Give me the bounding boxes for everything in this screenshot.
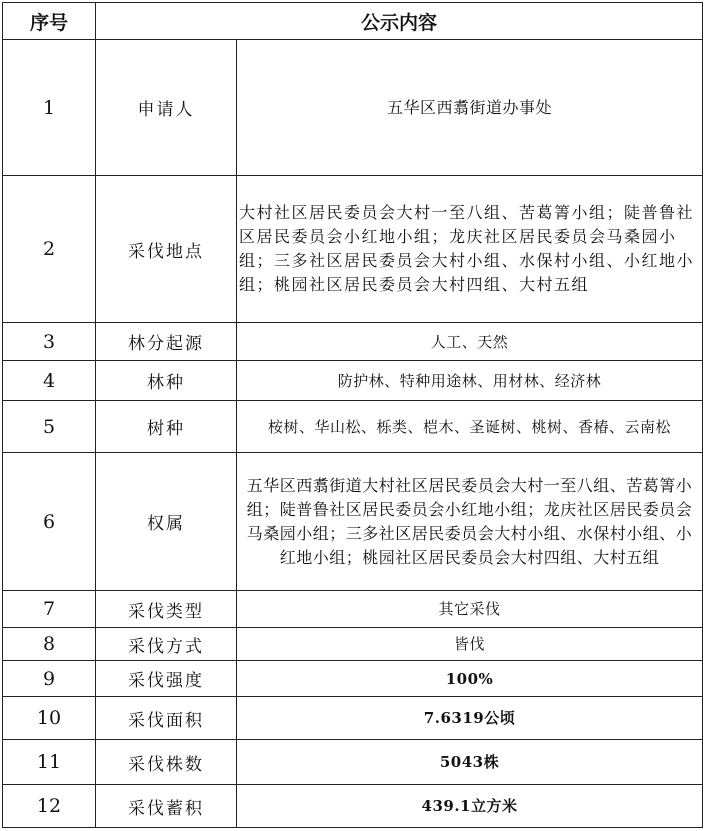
table-row (3, 453, 703, 591)
row-number: 7 (3, 591, 96, 628)
row-number: 11 (3, 740, 96, 785)
row-value: 7.6319公顷 (237, 697, 703, 740)
table-row (3, 661, 703, 697)
header-content: 公示内容 (96, 3, 703, 40)
row-label: 采伐株数 (96, 740, 237, 785)
row-label: 采伐地点 (96, 176, 237, 323)
table-row (3, 785, 703, 828)
row-number: 6 (3, 453, 96, 591)
row-number: 10 (3, 697, 96, 740)
row-value: 防护林、特种用途林、用材林、经济林 (237, 361, 703, 401)
row-number: 8 (3, 628, 96, 661)
row-label: 采伐蓄积 (96, 785, 237, 828)
table-row (3, 740, 703, 785)
row-label: 林分起源 (96, 323, 237, 361)
row-label: 采伐方式 (96, 628, 237, 661)
row-label: 申请人 (96, 40, 237, 176)
announcement-table (2, 2, 703, 828)
row-value: 大村社区居民委员会大村一至八组、苦葛箐小组；陡普鲁社区居民委员会小红地小组；龙庆社区居民委员会马桑园小组；三多社区居民委员会大村小组、水保村小组、小红地小组；桃园社区居民委员会大村四组、大村五组 (237, 176, 703, 323)
row-label: 采伐类型 (96, 591, 237, 628)
table-row (3, 323, 703, 361)
table-row (3, 591, 703, 628)
table-row (3, 401, 703, 453)
row-number: 9 (3, 661, 96, 697)
header-number: 序号 (3, 3, 96, 40)
row-value: 100% (237, 661, 703, 697)
row-value: 人工、天然 (237, 323, 703, 361)
table-header-row (3, 3, 703, 40)
row-label: 采伐面积 (96, 697, 237, 740)
table-row (3, 628, 703, 661)
row-value: 5043株 (237, 740, 703, 785)
table-row (3, 176, 703, 323)
row-label: 采伐强度 (96, 661, 237, 697)
row-label: 林种 (96, 361, 237, 401)
row-number: 12 (3, 785, 96, 828)
table-row (3, 40, 703, 176)
table-row (3, 697, 703, 740)
row-value: 皆伐 (237, 628, 703, 661)
row-number: 5 (3, 401, 96, 453)
row-value: 五华区西翥街道大村社区居民委员会大村一至八组、苦葛箐小组；陡普鲁社区居民委员会小红地小组；龙庆社区居民委员会马桑园小组；三多社区居民委员会大村小组、水保村小组、小红地小组；桃园社区居民委员会大村四组、大村五组 (237, 453, 703, 591)
row-value: 439.1立方米 (237, 785, 703, 828)
row-label: 树种 (96, 401, 237, 453)
row-number: 2 (3, 176, 96, 323)
row-number: 1 (3, 40, 96, 176)
row-value: 其它采伐 (237, 591, 703, 628)
row-value: 桉树、华山松、栎类、桤木、圣诞树、桃树、香椿、云南松 (237, 401, 703, 453)
row-label: 权属 (96, 453, 237, 591)
table-row (3, 361, 703, 401)
row-number: 4 (3, 361, 96, 401)
row-number: 3 (3, 323, 96, 361)
row-value: 五华区西翥街道办事处 (237, 40, 703, 176)
